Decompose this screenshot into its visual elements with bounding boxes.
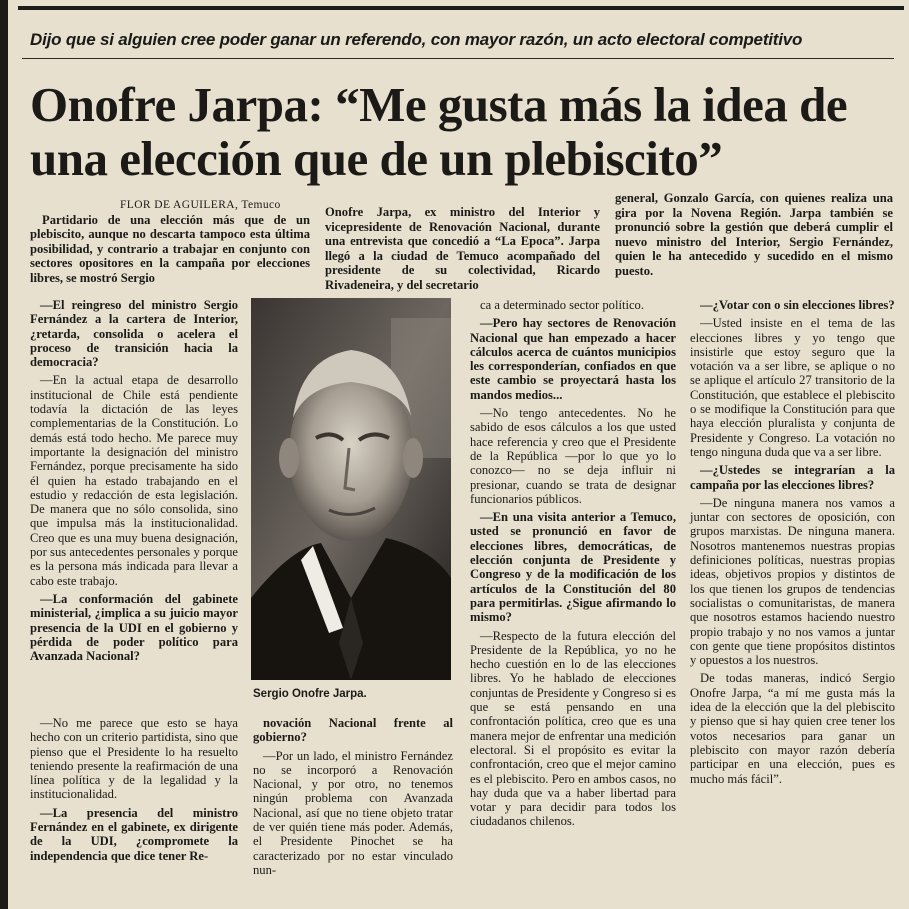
answer-paragraph: De todas maneras, indicó Sergio Onofre Jarpa, “a mí me gusta más la idea de la elección que la del plebiscito y pienso que si hay quien cree tener los votos necesarios para ganar un plebiscito con mayor razón debería participar en una elección, pues es mucho más fácil”. xyxy=(690,671,895,786)
question-paragraph: —La conformación del gabinete ministerial, ¿implica a su juicio mayor presencia de la UDI en el gobierno y pérdida de poder político para Avanzada Nacional? xyxy=(30,591,238,664)
question-paragraph: —La presencia del ministro Fernández en el gabinete, ex dirigente de la UDI, ¿compromete la independencia que dice tener Re- xyxy=(30,805,238,863)
answer-paragraph: —Respecto de la futura elección del Presidente de la República, yo no he hecho cuestión en lo de las elecciones libres. Yo he hablado de elecciones conjuntas de Presidente y Congreso si es que se está pensando en una confrontación política, creo que es una manera mejor de enfrentar una medición electoral. Si el propósito es evitar la confrontación, creo que el mejor camino es el plebiscito. Pero en ambos casos, no hay duda que va a haber libertad para votar y para decidir para todos los ciudadanos chilenos. xyxy=(470,628,676,829)
page-edge xyxy=(0,0,8,909)
question-paragraph: —En una visita anterior a Temuco, usted se pronunció en favor de elecciones libres, democráticas, de elección conjunta de Presidente y Congreso y de la modificación de los artículos de la Constitución del 80 para permitirlas. ¿Sigue afirmando lo mismo? xyxy=(470,510,676,625)
column-2 xyxy=(253,716,453,881)
lead-col-3: general, Gonzalo García, con quienes realiza una gira por la Novena Región. Jarpa también se pronunció sobre la gestión que deberá cumplir el nuevo ministro del Interior, Sergio Fernández, quien le ha antecedido y sucedido en el mismo puesto. xyxy=(615,191,893,278)
answer-paragraph: —De ninguna manera nos vamos a juntar con sectores de oposición, con grupos marxistas. De ninguna manera. Nosotros mantenemos nuestras propias definiciones políticas, nuestras propias ideas, objetivos propios y distintos de los que tienen los grupos de tendencias socialistas o comunitaristas, de manera que nosotros estamos haciendo nuestro propio trabajo y no nos vamos a juntar con gente que tiene propósitos distintos y opuestos a los nuestros. xyxy=(690,495,895,668)
answer-paragraph: ca a determinado sector político. xyxy=(480,298,645,312)
headline: Onofre Jarpa: “Me gusta más la idea de una elección que de un plebiscito” xyxy=(30,77,848,186)
portrait-image xyxy=(251,298,451,680)
answer-paragraph: —No tengo antecedentes. No he sabido de esos cálculos a los que usted hace referencia y creo que el Presidente de la República —por lo que yo lo conozco— no se deja influir ni presionar, cuando se trata de designar funcionarios públicos. xyxy=(470,406,676,506)
lead-text-1: Partidario de una elección más que de un plebiscito, aunque no descarta tampoco esta última posibilidad, y contrario a trabajar en conjunto con sectores opositores en la campaña por elecciones libres, se mostró Sergio xyxy=(30,212,310,285)
column-4 xyxy=(690,298,895,790)
kicker-rule xyxy=(22,58,894,59)
photo-caption: Sergio Onofre Jarpa. xyxy=(253,688,367,700)
byline: FLOR DE AGUILERA, Temuco xyxy=(120,199,281,211)
question-paragraph: —¿Votar con o sin elecciones libres? xyxy=(700,298,895,312)
answer-paragraph: —En la actual etapa de desarrollo institucional de Chile está pendiente todavía la dictación de las leyes complementarias de la Constitución. Lo demás está todo hecho. Me parece muy importante la designación del ministro Fernández, porque precisamente ha sido él quien ha estado trabajando en el estudio y redacción de esta legislación. De manera que no sólo consolida, sino que impulsa más la institucionalidad. Creo que es una muy buena designación, por sus antecedentes personales y porque es la persona más indicada para llevar a cabo este trabajo. xyxy=(30,373,238,588)
top-rule xyxy=(18,6,904,10)
column-1 xyxy=(30,298,238,667)
question-paragraph: —¿Ustedes se integrarían a la campaña por las elecciones libres? xyxy=(690,463,895,492)
portrait-photo xyxy=(251,298,451,680)
question-paragraph: —El reingreso del ministro Sergio Fernández a la cartera de Interior, ¿retarda, consolida o acelera el proceso de transición hacia la democracia? xyxy=(30,298,238,370)
question-paragraph: —Pero hay sectores de Renovación Nacional que han empezado a hacer cálculos acerca de cuántos municipios les corresponderían, confiados en que este cambio se proyectará hasta los mandos medios... xyxy=(470,316,676,402)
question-paragraph: novación Nacional frente al gobierno? xyxy=(253,716,453,745)
column-1-bottom xyxy=(30,716,238,867)
answer-paragraph: —Usted insiste en el tema de las elecciones libres y yo tengo que insistirle que estoy seguro que la votación va a ser libre, se aplique o no se aplique el artículo 27 transitorio de la Constitución, que establece el plebiscito o se modifique la Constitución para que haya elección pluralista y conjunta de Presidente y Congreso. La votación no tengo ninguna duda que va a ser libre. xyxy=(690,316,895,459)
kicker: Dijo que si alguien cree poder ganar un referendo, con mayor razón, un acto electoral competitivo xyxy=(30,30,803,49)
lead-col-2: Onofre Jarpa, ex ministro del Interior y vicepresidente de Renovación Nacional, durante una entrevista que concedió a “La Epoca”. Jarpa llegó a la ciudad de Temuco acompañado del presidente de su colectividad, Ricardo Rivadeneira, y del secretario xyxy=(325,205,600,292)
lead-col-1 xyxy=(30,198,310,286)
answer-paragraph: —No me parece que esto se haya hecho con un criterio partidista, sino que pienso que el Presidente lo ha resuelto teniendo presente la reafirmación de una línea política y de la legalidad y la institucionalidad. xyxy=(30,716,238,802)
answer-paragraph: —Por un lado, el ministro Fernández no se incorporó a Renovación Nacional, y por otro, no tenemos ningún problema con Avanzada Nacional, así que no tiene objeto tratar de ver quién tiene más poder. Además, el Presidente Pinochet se ha caracterizado por no estar vinculado nun- xyxy=(253,748,453,877)
column-3 xyxy=(470,298,676,833)
